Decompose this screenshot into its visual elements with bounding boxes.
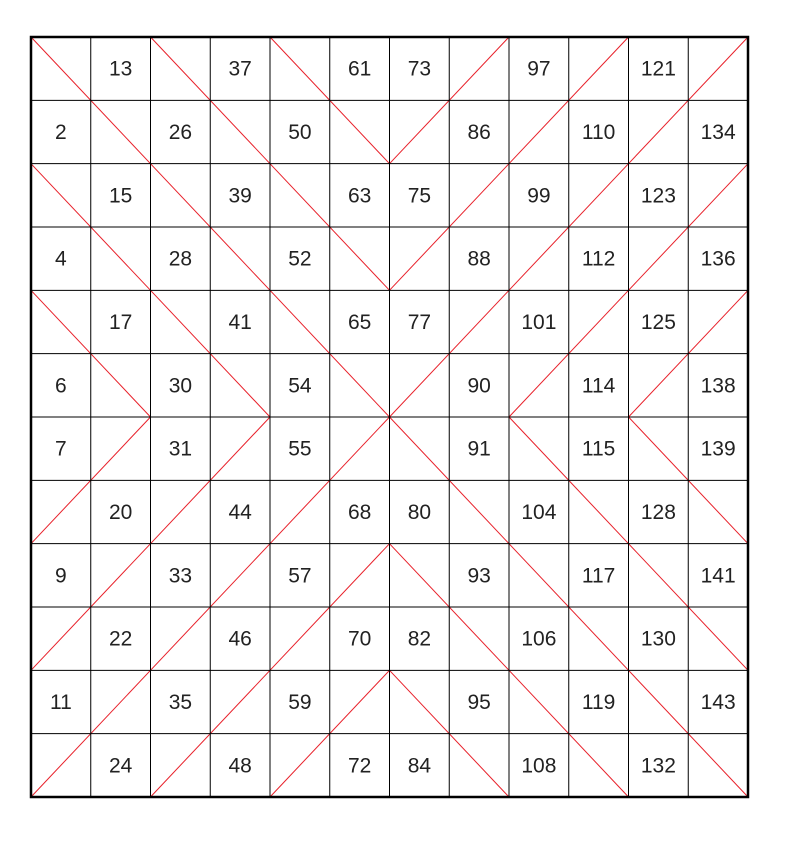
cell-number: 86 (467, 121, 491, 144)
cell-number: 93 (467, 564, 491, 588)
cell-number: 20 (108, 501, 133, 524)
cell-number: 73 (407, 57, 432, 81)
cell-number: 61 (347, 57, 372, 81)
cell-number: 97 (527, 57, 551, 81)
cell-number: 63 (347, 184, 372, 208)
cell-number: 28 (168, 247, 193, 271)
cell-number: 132 (640, 754, 676, 778)
cell-number: 33 (168, 564, 193, 588)
cell-number: 9 (55, 564, 67, 588)
cell-number: 15 (108, 184, 133, 208)
cell-number: 17 (108, 311, 133, 334)
cell-number: 22 (108, 627, 133, 651)
cell-number: 50 (288, 121, 312, 144)
cell-number: 90 (467, 374, 491, 398)
cell-number: 143 (700, 691, 736, 714)
cell-number: 6 (55, 374, 67, 398)
cell-number: 110 (581, 121, 616, 144)
cell-number: 11 (49, 691, 72, 714)
cell-number: 77 (407, 311, 432, 334)
cell-number: 88 (467, 247, 491, 271)
cell-number: 26 (168, 121, 193, 144)
cell-number: 125 (640, 311, 676, 334)
cell-number: 104 (521, 501, 557, 524)
cell-number: 75 (407, 184, 432, 208)
cell-number: 46 (228, 627, 252, 651)
cell-number: 80 (407, 501, 432, 524)
cell-number: 30 (168, 374, 193, 398)
cell-number: 57 (288, 564, 312, 588)
cell-number: 130 (640, 627, 676, 651)
cell-number: 91 (467, 437, 491, 461)
cell-number: 82 (407, 627, 432, 651)
cell-number: 138 (700, 374, 736, 398)
cell-number: 31 (168, 437, 193, 461)
cell-number: 117 (581, 564, 616, 588)
cell-number: 136 (700, 247, 736, 271)
cell-number: 72 (347, 754, 372, 778)
cell-number: 48 (228, 754, 252, 778)
cell-number: 70 (347, 627, 372, 651)
cell-number: 99 (527, 184, 551, 208)
cell-number: 7 (55, 437, 67, 461)
cell-number: 2 (55, 121, 67, 144)
cell-number: 101 (521, 311, 557, 334)
cell-number: 52 (288, 247, 312, 271)
cell-number: 37 (228, 57, 252, 81)
cell-number: 134 (700, 121, 736, 144)
cell-number: 115 (581, 437, 616, 461)
cell-number: 128 (640, 501, 676, 524)
cell-number: 114 (581, 374, 616, 398)
cell-number: 55 (288, 437, 312, 461)
cell-number: 119 (581, 691, 616, 714)
cell-number: 41 (228, 311, 252, 334)
cell-number: 39 (228, 184, 252, 208)
cell-number: 59 (288, 691, 312, 714)
cell-number: 141 (700, 564, 736, 588)
cell-number: 24 (108, 754, 133, 778)
cell-number: 35 (168, 691, 193, 714)
cell-number: 106 (521, 627, 557, 651)
cell-number: 121 (640, 57, 676, 81)
cell-number: 112 (581, 247, 616, 271)
cell-number: 68 (347, 501, 372, 524)
cell-number: 123 (640, 184, 676, 208)
cell-number: 95 (467, 691, 491, 714)
cell-number: 108 (521, 754, 557, 778)
cell-number: 65 (347, 311, 372, 334)
cell-number: 139 (700, 437, 736, 461)
cell-number: 4 (55, 247, 67, 271)
cell-number: 84 (407, 754, 432, 778)
cell-number: 54 (288, 374, 312, 398)
cell-number: 44 (228, 501, 252, 524)
cell-number: 13 (108, 57, 133, 81)
